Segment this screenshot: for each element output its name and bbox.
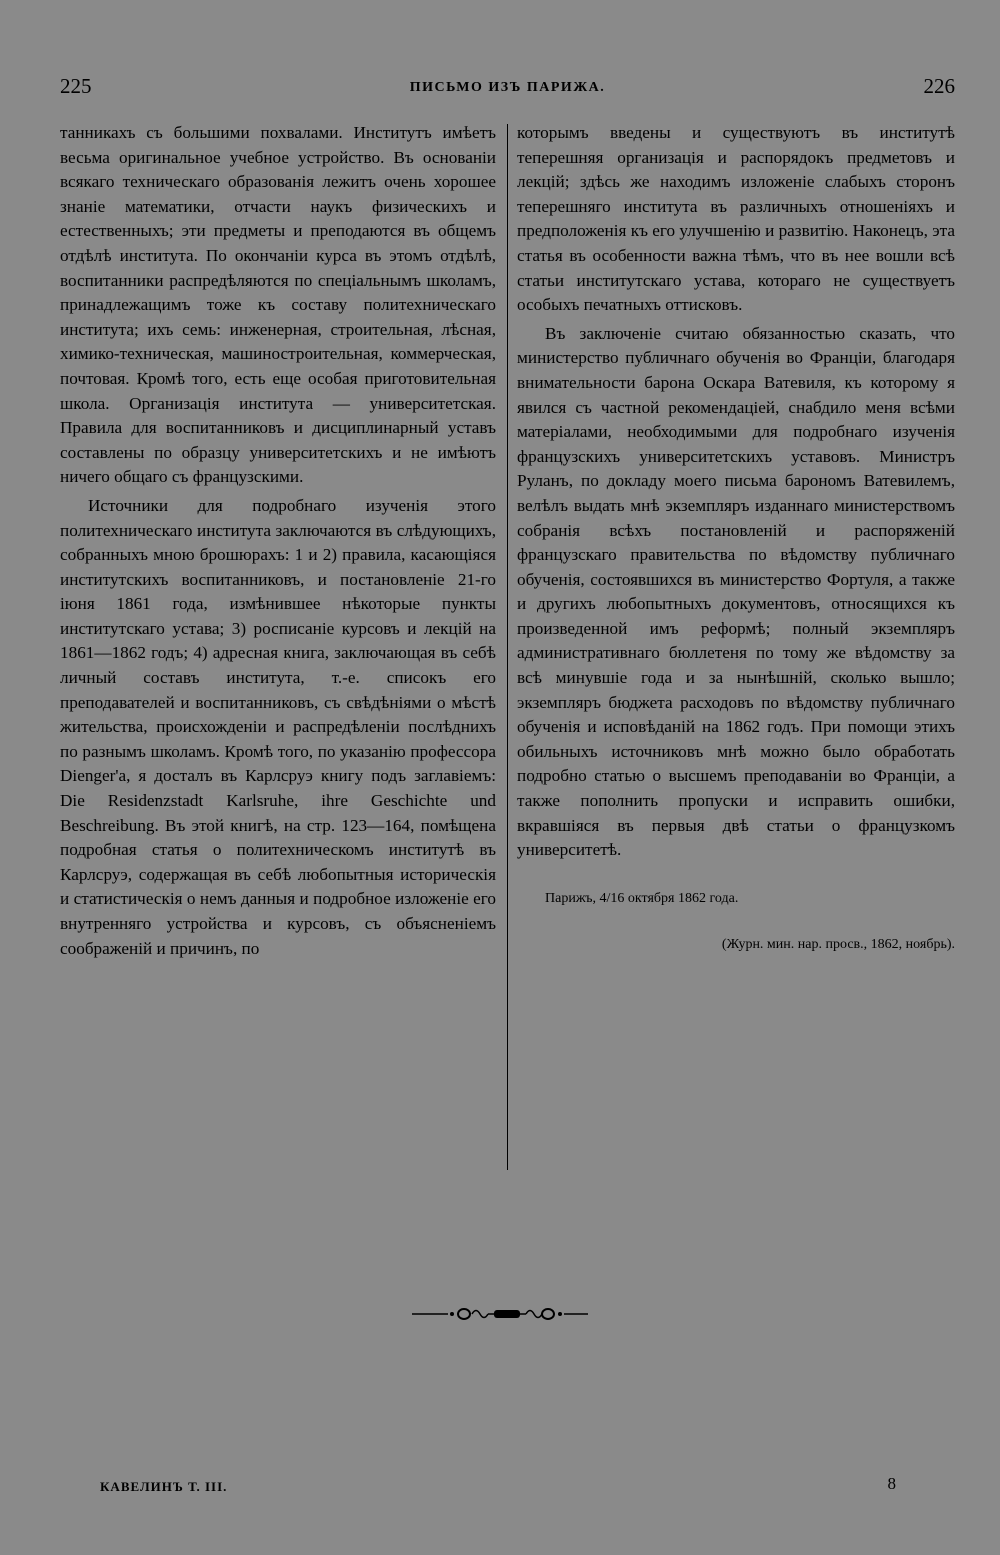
running-header xyxy=(60,74,955,100)
footer-sheet-number: 8 xyxy=(887,1474,896,1493)
ornament-divider-icon xyxy=(410,1304,590,1324)
source-citation: (Журн. мин. нар. просв., 1862, ноябрь). xyxy=(721,937,955,953)
dateline: Парижъ, 4/16 октября 1862 года. xyxy=(545,890,739,906)
right-paragraph-1: которымъ введены и существуютъ въ институтѣ теперешняя организація и распорядокъ предметовъ и лекцій; здѣсь же находимъ изложеніе слабыхъ сторонъ теперешняго института въ различныхъ отношеніяхъ и предположенія къ его улучшенію и развитію. Наконецъ, эта статья въ особенности важна тѣмъ, что въ нее вошли всѣ статьи институтскаго устава, котораго не существуетъ особыхъ печатныхъ оттисковъ. xyxy=(517,123,955,315)
running-title: ПИСЬМО ИЗЪ ПАРИЖА. xyxy=(409,80,606,95)
left-column xyxy=(60,121,496,961)
right-column xyxy=(517,121,955,958)
column-divider xyxy=(507,124,508,1170)
footer-signature: КАВЕЛИНЪ Т. III. xyxy=(100,1479,228,1494)
left-paragraph-1: танникахъ съ большими похвалами. Институтъ имѣетъ весьма оригинальное учебное устройство. Въ основаніи всякаго техническаго образованія лежитъ очень хорошее знаніе математики, отчасти наукъ физическихъ и естественныхъ; эти предметы и преподаются въ общемъ отдѣлѣ института. По окончаніи курса въ этомъ отдѣлѣ, воспитанники распредѣляются по спеціальнымъ школамъ, принадлежащимъ тоже къ составу политехническаго института; ихъ семь: инженерная, строительная, лѣсная, химико-техническая, машиностроительная, коммерческая, почтовая. Кромѣ того, есть еще особая приготовительная школа. Организація института — университетская. Правила для воспитанниковъ и дисциплинарный уставъ составлены по образцу университетскихъ и не имѣютъ ничего общаго съ французскими. xyxy=(60,123,496,487)
page-number-left: 225 xyxy=(60,74,92,98)
right-paragraph-2: Въ заключеніе считаю обязанностью сказать, что министерство публичнаго обученія во Франціи, благодаря внимательности барона Оскара Ватевиля, къ которому я явился съ частной рекомендаціей, снабдило меня всѣми матеріалами, необходимыми для подробнаго изученія французскихъ университетскихъ уставовъ. Министръ Руланъ, по докладу моего письма барономъ Ватевилемъ, велѣлъ выдать мнѣ экземпляръ изданнаго министерствомъ собранія всѣхъ постановленій и распоряженій французскаго правительства по вѣдомству публичнаго обученія, состоявшихся въ министерство Фортуля, а также и другихъ любопытныхъ документовъ, относящихся къ произведенной имъ реформѣ; полный экземпляръ административнаго бюллетеня по тому же вѣдомству за всѣ минувшіе года и за нынѣшній, сколько вышло; экземпляръ бюджета расходовъ по вѣдомству публичнаго обученія и исповѣданій на 1862 годъ. При помощи этихъ обильныхъ источниковъ мнѣ можно было обработать подробно статью о высшемъ преподаваніи во Франціи, а также пополнить пропуски и исправить ошибки, вкравшіяся въ первыя двѣ статьи о французкомъ университетѣ. xyxy=(517,323,955,860)
left-paragraph-2: Источники для подробнаго изученія этого политехническаго института заключаются въ слѣдующихъ, собранныхъ мною брошюрахъ: 1 и 2) правила, касающіяся институтскихъ воспитанниковъ, и постановленіе 21-го іюня 1861 года, измѣнившее нѣкоторые пункты институтскаго устава; 3) росписаніе курсовъ и лекцій на 1861—1862 годъ; 4) адресная книга, заключающая въ себѣ личный составъ института, т.-е. списокъ его преподавателей и воспитанниковъ, съ свѣдѣніями о мѣстѣ жительства, происхожденіи и распредѣленіи послѣднихъ по разнымъ школамъ. Кромѣ того, по указанію профессора Dienger'а, я досталъ въ Карлсруэ книгу подъ заглавіемъ: Die Residenzstadt Karlsruhe, ihre Geschichte und Beschreibung. Въ этой книгѣ, на стр. 123—164, помѣщена подробная статья о политехническомъ институтѣ въ Карлсруэ, содержащая въ себѣ любопытныя историческія и статистическія о немъ данныя и подробное изложеніе его внутренняго устройства и курсовъ, съ объясненіемъ соображеній и причинъ, по xyxy=(60,495,496,958)
page-number-right: 226 xyxy=(923,74,955,98)
